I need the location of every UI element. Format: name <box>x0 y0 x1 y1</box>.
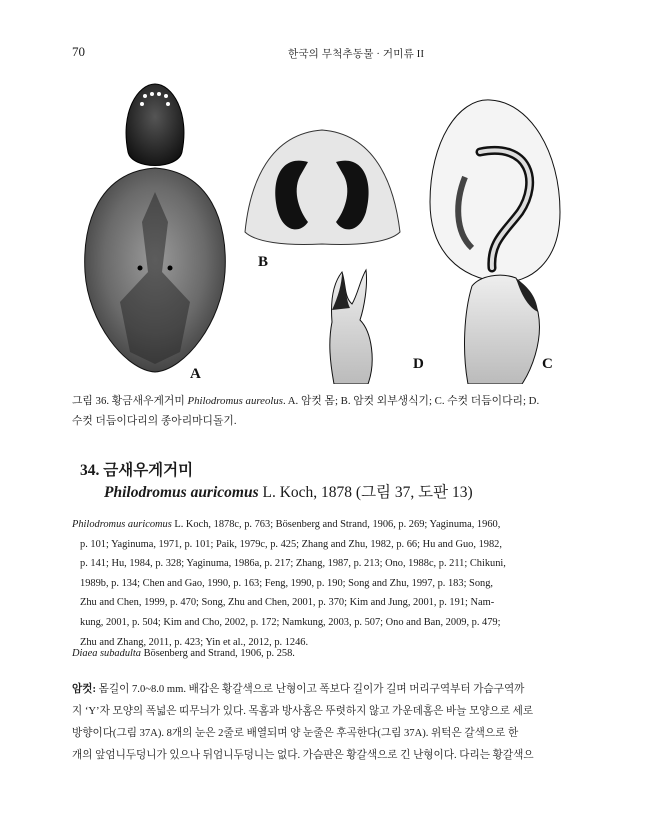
synonym-entry-2: Diaea subadulta Bösenberg and Strand, 1906, p. 258. <box>72 648 295 659</box>
caption-species: Philodromus aureolus <box>187 395 283 407</box>
synonym-line: Zhu and Chen, 1999, p. 470; Song, Zhu and Chen, 2001, p. 370; Kim and Jung, 2001, p. 191; Nam- <box>80 597 495 609</box>
figure-caption-line-2: 수컷 더듬이다리의 종아리마디돌기. <box>72 415 237 427</box>
figure-caption-line-1: 그림 36. 황금새우게거미 Philodromus aureolus. A. 암컷 몸; B. 암컷 외부생식기; C. 수컷 더듬이다리; D. <box>72 395 540 407</box>
figure-c-male-palp <box>430 100 560 384</box>
page-number: 70 <box>72 44 85 59</box>
figure-label-d: D <box>413 356 424 372</box>
figure-b-epigyne <box>245 130 400 270</box>
synonymy-block <box>72 515 592 652</box>
figure-label-c: C <box>542 356 553 372</box>
description-line: 방향이다(그림 37A). 8개의 눈은 2줄로 배열되며 양 눈줄은 후곡한다(그림 37A). 위턱은 갈색으로 한 <box>72 728 519 739</box>
synonym-line: p. 141; Hu, 1984, p. 328; Yaginuma, 1986a, p. 217; Zhang, 1987, p. 213; Ono, 1988c, p. 211; Chikuni, <box>80 558 506 570</box>
species-authority: L. Koch, 1878 (그림 37, 도판 13) <box>258 484 473 501</box>
figure-label-b: B <box>258 254 269 270</box>
figure-36-illustration <box>60 72 600 384</box>
figure-label-a: A <box>190 366 201 382</box>
description-line: 개의 앞엄니두덩니가 있으나 뒤엄니두덩니는 없다. 가슴판은 황갈색으로 긴 난형이다. 다리는 황갈색으 <box>72 750 534 761</box>
running-title: 한국의 무척추동물 · 거미류 II <box>288 49 425 60</box>
description-paragraph <box>72 679 592 767</box>
synonym-line: Philodromus auricomus L. Koch, 1878c, p. 763; Bösenberg and Strand, 1906, p. 269; Yaginuma, 1960, <box>72 519 501 530</box>
species-heading <box>104 480 473 502</box>
description-line: 지 ‘Y’자 모양의 폭넓은 띠무늬가 있다. 목홈과 방사홈은 뚜렷하지 않고 가운데홈은 바늘 모양으로 세로 <box>72 706 534 717</box>
synonym-line: kung, 2001, p. 504; Kim and Cho, 2002, p. 172; Namkung, 2003, p. 507; Ono and Ban, 2009, p. 479; <box>80 616 501 628</box>
synonym-line: Zhu and Zhang, 2011, p. 423; Yin et al., 2012, p. 1246. <box>80 636 309 648</box>
synonym-line: p. 101; Yaginuma, 1971, p. 101; Paik, 1979c, p. 425; Zhang and Zhu, 1982, p. 66; Hu and Guo, 1982, <box>80 538 502 550</box>
description-line: 암컷: 몸길이 7.0~8.0 mm. 배갑은 황갈색으로 난형이고 폭보다 길이가 길며 머리구역부터 가슴구역까 <box>72 684 525 695</box>
section-heading: 34. 금새우게거미 <box>80 462 194 479</box>
figure-a-female-body <box>85 84 226 382</box>
synonym-line: 1989b, p. 134; Chen and Gao, 1990, p. 163; Feng, 1990, p. 190; Song and Zhu, 1997, p. 183; Song, <box>80 577 494 589</box>
figure-d-tibial-apophysis <box>330 270 424 384</box>
description-label: 암컷: <box>72 684 96 695</box>
species-name: Philodromus auricomus <box>104 484 259 501</box>
